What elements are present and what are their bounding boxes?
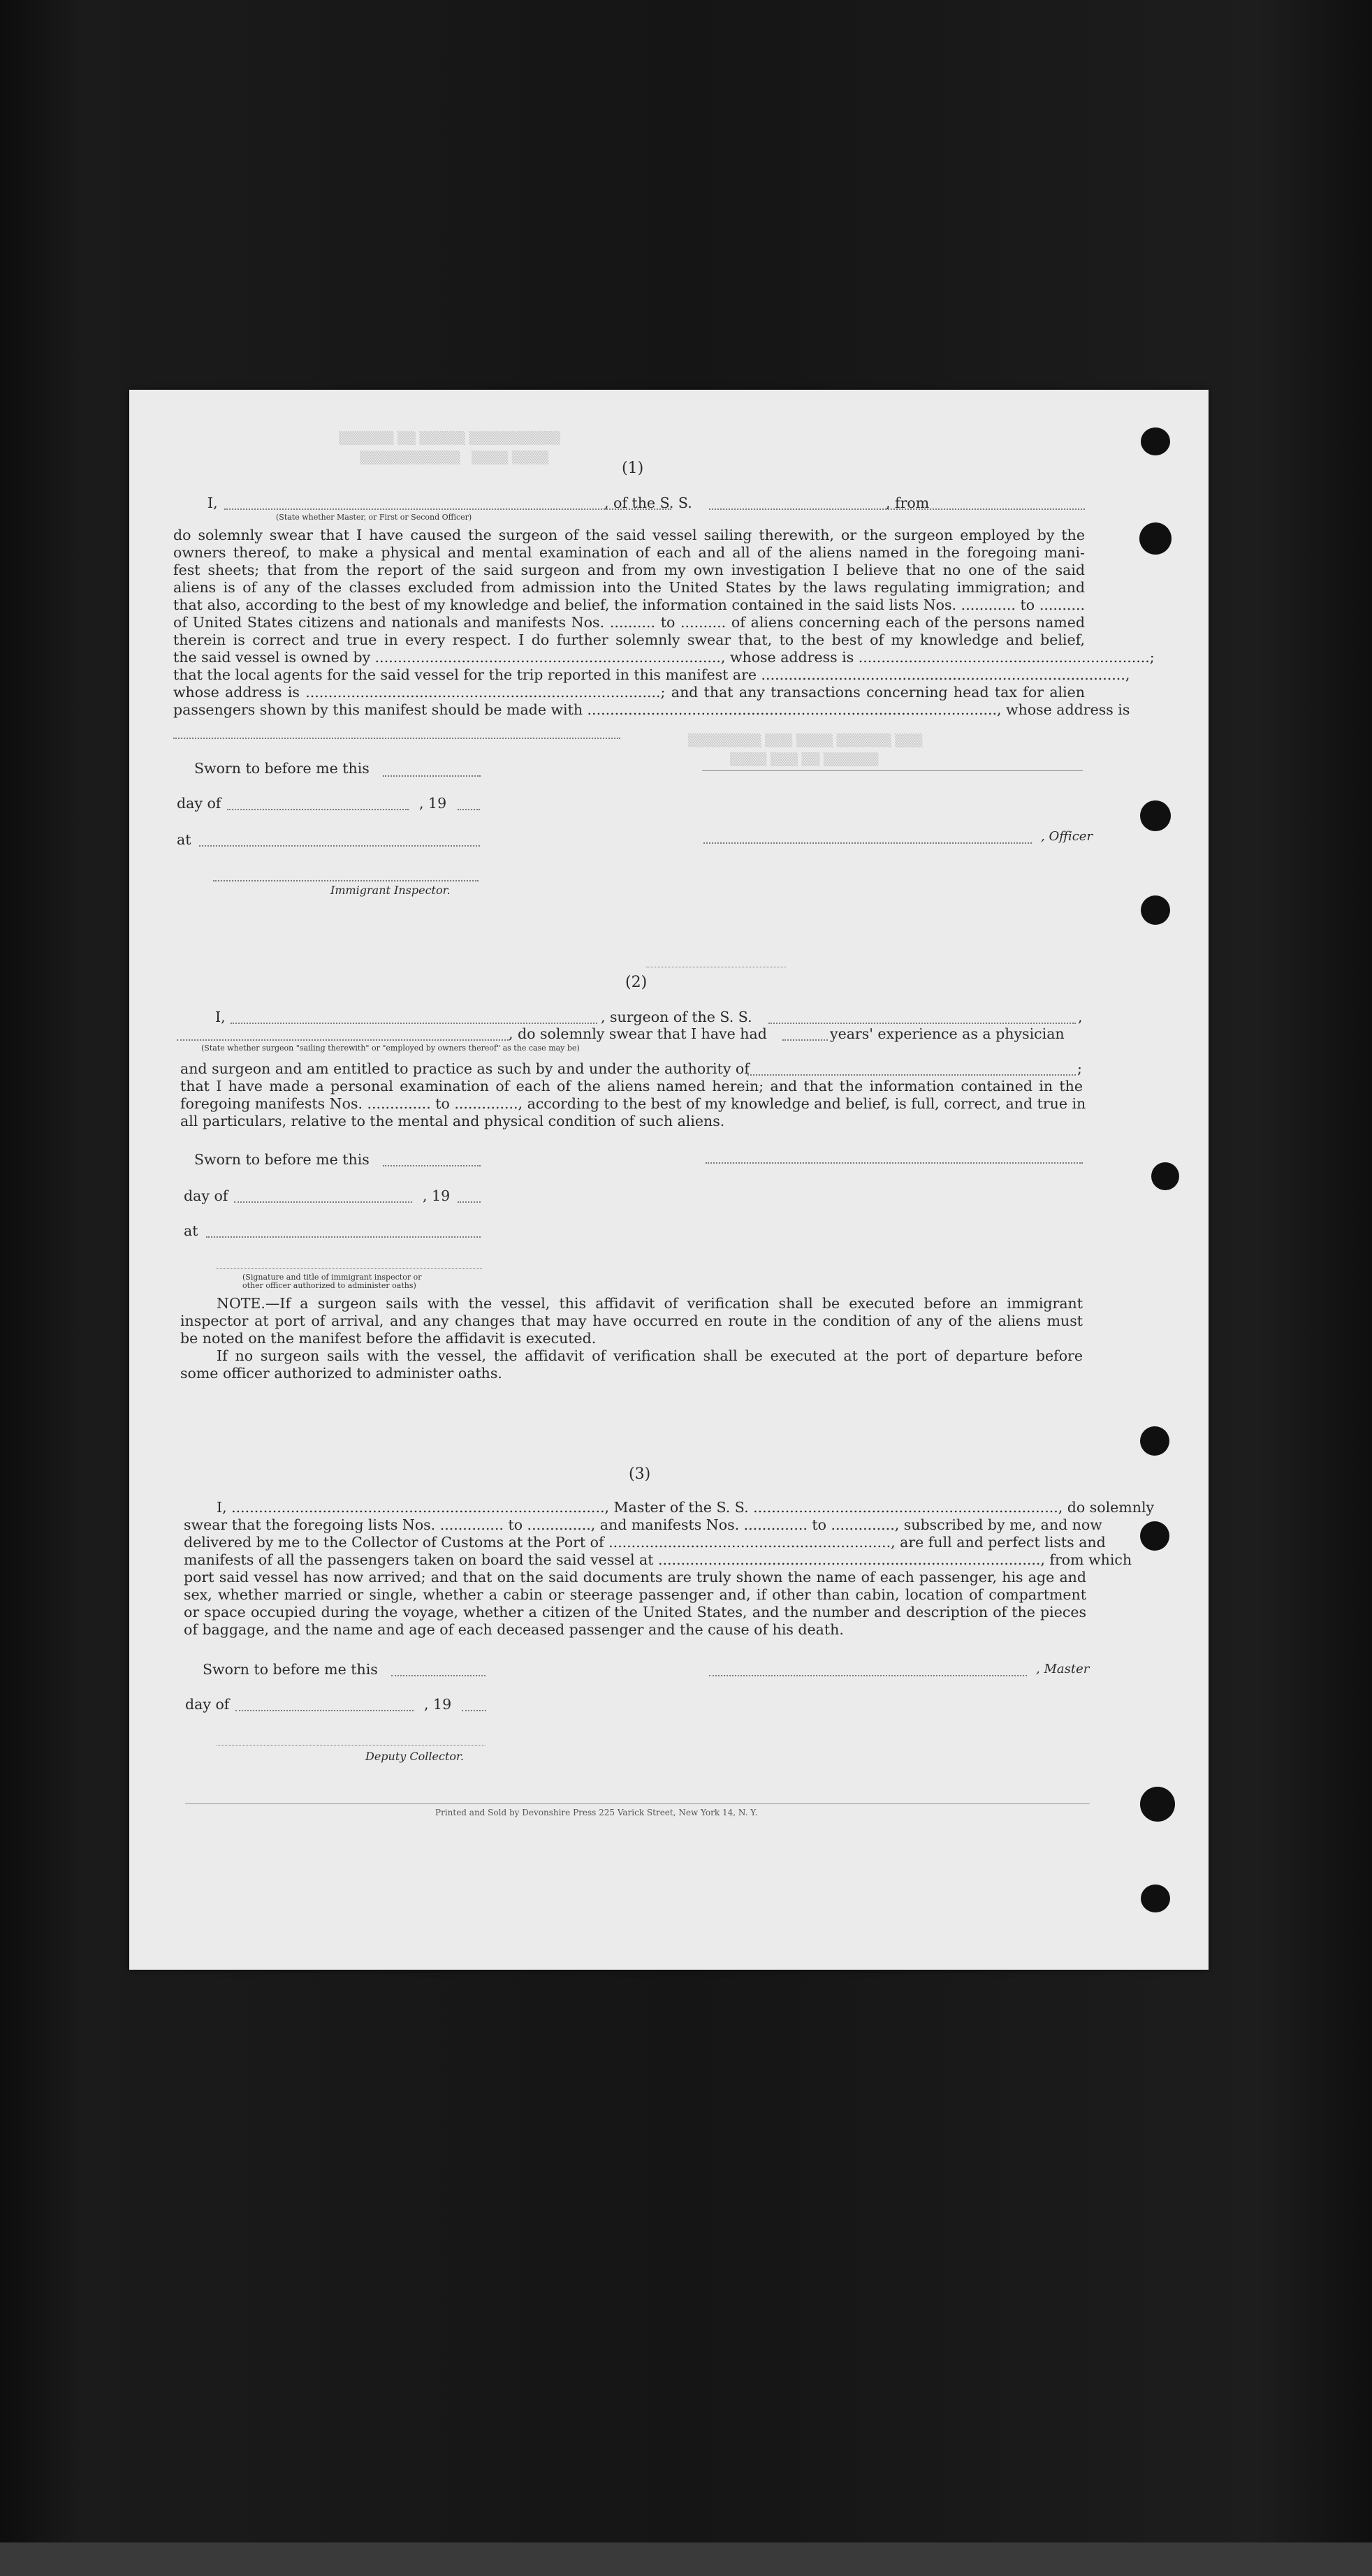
- year-label: , 19: [419, 795, 447, 812]
- note-line: NOTE.—If a surgeon sails with the vessel, this affidavit of verification shall be executed before an immigrant: [217, 1295, 1083, 1312]
- year-label: , 19: [423, 1187, 451, 1204]
- para-line: and surgeon and am entitled to practice as such by and under the authority of: [180, 1060, 750, 1077]
- section-1-heading: (1): [622, 460, 644, 477]
- officer-label: , Officer: [1041, 829, 1093, 844]
- at-field[interactable]: [199, 845, 480, 847]
- sworn-date-field[interactable]: [383, 1165, 481, 1166]
- deputy-collector-caption: Deputy Collector.: [365, 1750, 464, 1763]
- master-signature-field[interactable]: [709, 1675, 1027, 1676]
- para-line: owners thereof, to make a physical and mental examination of each and all of the aliens named in the foregoing mani-: [173, 544, 1085, 561]
- agent-address-field[interactable]: [173, 738, 620, 739]
- footer-rule: [185, 1803, 1090, 1804]
- year-field[interactable]: [458, 809, 480, 810]
- year-field[interactable]: [462, 1710, 486, 1711]
- para-line: that also, according to the best of my knowledge and belief, the information contained in the said lists Nos. ............ to ..........: [173, 597, 1085, 613]
- note-line: some officer authorized to administer oaths.: [180, 1365, 502, 1382]
- punch-hole: [1140, 800, 1171, 831]
- para-line: sex, whether married or single, whether a cabin or steerage passenger and, if other than cabin, location of compartment: [184, 1586, 1086, 1603]
- surgeon-caption: (State whether surgeon "sailing therewith" or "employed by owners thereof" as the case may be): [201, 1044, 580, 1053]
- surgeon-swear-label: , do solemnly swear that I have had: [509, 1025, 767, 1042]
- sworn-date-field[interactable]: [391, 1675, 486, 1676]
- para-line: that I have made a personal examination of each of the aliens named herein; and that the information contained in the: [180, 1078, 1083, 1095]
- day-of-label: day of: [177, 795, 221, 812]
- at-field[interactable]: [206, 1236, 481, 1238]
- semicolon: ;: [1077, 1060, 1082, 1077]
- manifest-back-page: [129, 390, 1209, 1970]
- departure-port-field[interactable]: [952, 508, 1085, 510]
- sworn-label: Sworn to before me this: [203, 1661, 378, 1678]
- section-3-heading: (3): [629, 1465, 651, 1483]
- authority-field[interactable]: [747, 1074, 1076, 1076]
- para-line: aliens is of any of the classes excluded from admission into the United States by the laws regulating immigration; and: [173, 579, 1085, 596]
- master-caption: (State whether Master, or First or Second Officer): [276, 513, 472, 522]
- sworn-label: Sworn to before me this: [194, 1151, 370, 1168]
- punch-hole: [1151, 1162, 1179, 1190]
- section-2-heading: (2): [625, 974, 648, 991]
- year-label: , 19: [424, 1696, 452, 1713]
- para-line: therein is correct and true in every respect. I do further solemnly swear that, to the best of my knowledge and belief,: [173, 631, 1085, 648]
- signature-line: [702, 770, 1083, 771]
- bleed-through: ▒▒▒▒ ▒▒▒ ▒▒ ▒▒▒▒▒▒: [730, 753, 879, 767]
- surgeon-vessel-field[interactable]: [768, 1023, 1076, 1024]
- comma: ,: [1078, 1009, 1083, 1025]
- day-of-field[interactable]: [235, 1710, 414, 1711]
- para-line: delivered by me to the Collector of Customs at the Port of .............................................................., are full and perfect lists and: [184, 1534, 1106, 1551]
- para-line: do solemnly swear that I have caused the surgeon of the said vessel sailing therewith, or the surgeon employed by the: [173, 527, 1085, 543]
- years-experience-label: years' experience as a physician: [830, 1025, 1065, 1042]
- para-line: I, .................................................................................., Master of the S. S. ..................................................................., do solemnly: [217, 1499, 1155, 1516]
- sworn-label: Sworn to before me this: [194, 760, 370, 777]
- note-line: inspector at port of arrival, and any changes that may have occurred en route in the condition of any of the aliens must: [180, 1312, 1083, 1329]
- surgeon-status-field[interactable]: [177, 1039, 509, 1041]
- officer-signature-field[interactable]: [703, 842, 1032, 844]
- master-label: , Master: [1036, 1662, 1090, 1676]
- signature-caption: (Signature and title of immigrant inspector or: [242, 1273, 422, 1282]
- para-line: whose address is ..............................................................................; and that any transactions concerning head tax for alien: [173, 684, 1085, 701]
- para-line: fest sheets; that from the report of the said surgeon and from my own investigation I believe that no one of the said: [173, 562, 1085, 578]
- section-1-first-line-i: I,: [207, 495, 218, 511]
- note-line: If no surgeon sails with the vessel, the affidavit of verification shall be executed at the port of departure before: [217, 1347, 1083, 1364]
- punch-hole: [1141, 1885, 1170, 1912]
- punch-hole: [1141, 427, 1170, 455]
- surgeon-line-i: I,: [215, 1009, 226, 1025]
- punch-hole: [1141, 895, 1170, 925]
- punch-hole: [1139, 522, 1172, 555]
- para-line: foregoing manifests Nos. .............. to .............., according to the best of my knowledge and belief, is full, correct, and true in: [180, 1095, 1086, 1112]
- immigrant-inspector-caption: Immigrant Inspector.: [330, 884, 451, 897]
- para-line: of baggage, and the name and age of each deceased passenger and the cause of his death.: [184, 1621, 844, 1638]
- para-line: the said vessel is owned by ............................................................................, whose address is ................................................................;: [173, 649, 1155, 666]
- printer-imprint: Printed and Sold by Devonshire Press 225 Varick Street, New York 14, N. Y.: [435, 1808, 758, 1817]
- surgeon-of-ss-label: , surgeon of the S. S.: [601, 1009, 752, 1025]
- deputy-signature-line: [217, 1745, 486, 1746]
- day-of-label: day of: [184, 1187, 228, 1204]
- years-experience-field[interactable]: [782, 1039, 828, 1041]
- bleed-through: ▒▒▒▒▒▒▒▒▒▒▒ ▒▒▒▒ ▒▒▒▒: [360, 451, 549, 465]
- at-label: at: [177, 831, 191, 848]
- punch-hole: [1140, 1426, 1169, 1456]
- surgeon-name-field[interactable]: [231, 1023, 597, 1024]
- day-of-field[interactable]: [227, 809, 409, 810]
- para-line: port said vessel has now arrived; and that on the said documents are truly shown the name of each passenger, his age and: [184, 1569, 1086, 1586]
- film-edge: [0, 2542, 1372, 2576]
- note-line: be noted on the manifest before the affidavit is executed.: [180, 1330, 597, 1347]
- punch-hole: [1140, 1787, 1175, 1822]
- day-of-field[interactable]: [234, 1201, 412, 1203]
- para-line: all particulars, relative to the mental and physical condition of such aliens.: [180, 1113, 725, 1129]
- signature-caption: other officer authorized to administer oaths): [242, 1281, 416, 1290]
- inspector-signature-field[interactable]: [213, 880, 479, 881]
- para-line: of United States citizens and nationals and manifests Nos. .......... to .......... of aliens concerning each of the persons named: [173, 614, 1085, 631]
- year-field[interactable]: [458, 1201, 481, 1203]
- surgeon-signature-field[interactable]: [706, 1162, 1083, 1164]
- para-line: that the local agents for the said vessel for the trip reported in this manifest are ................................................................................,: [173, 666, 1130, 683]
- day-of-label: day of: [185, 1696, 230, 1713]
- para-line: or space occupied during the voyage, whether a citizen of the United States, and the number and description of the pieces: [184, 1604, 1086, 1620]
- inspector-signature-line: [217, 1268, 482, 1269]
- at-label: at: [184, 1222, 198, 1239]
- para-line: manifests of all the passengers taken on board the said vessel at ...................................................................................., from which: [184, 1551, 1132, 1568]
- para-line: swear that the foregoing lists Nos. .............. to .............., and manifests Nos. .............. to .............., subscribed by me, and now: [184, 1516, 1102, 1533]
- sworn-date-field[interactable]: [383, 775, 481, 777]
- bleed-through: ▒▒▒▒▒▒▒▒ ▒▒▒ ▒▒▒▒ ▒▒▒▒▒▒ ▒▒▒: [688, 734, 923, 748]
- of-the-ss-label: , of the S. S.: [604, 495, 692, 511]
- from-label: , from: [886, 495, 930, 511]
- para-line: passengers shown by this manifest should be made with .........................................................................................., whose address is: [173, 701, 1130, 718]
- punch-hole: [1140, 1521, 1169, 1551]
- bleed-through: ▒▒▒▒▒▒ ▒▒ ▒▒▒▒▒ ▒▒▒▒▒▒▒▒▒▒: [339, 432, 560, 446]
